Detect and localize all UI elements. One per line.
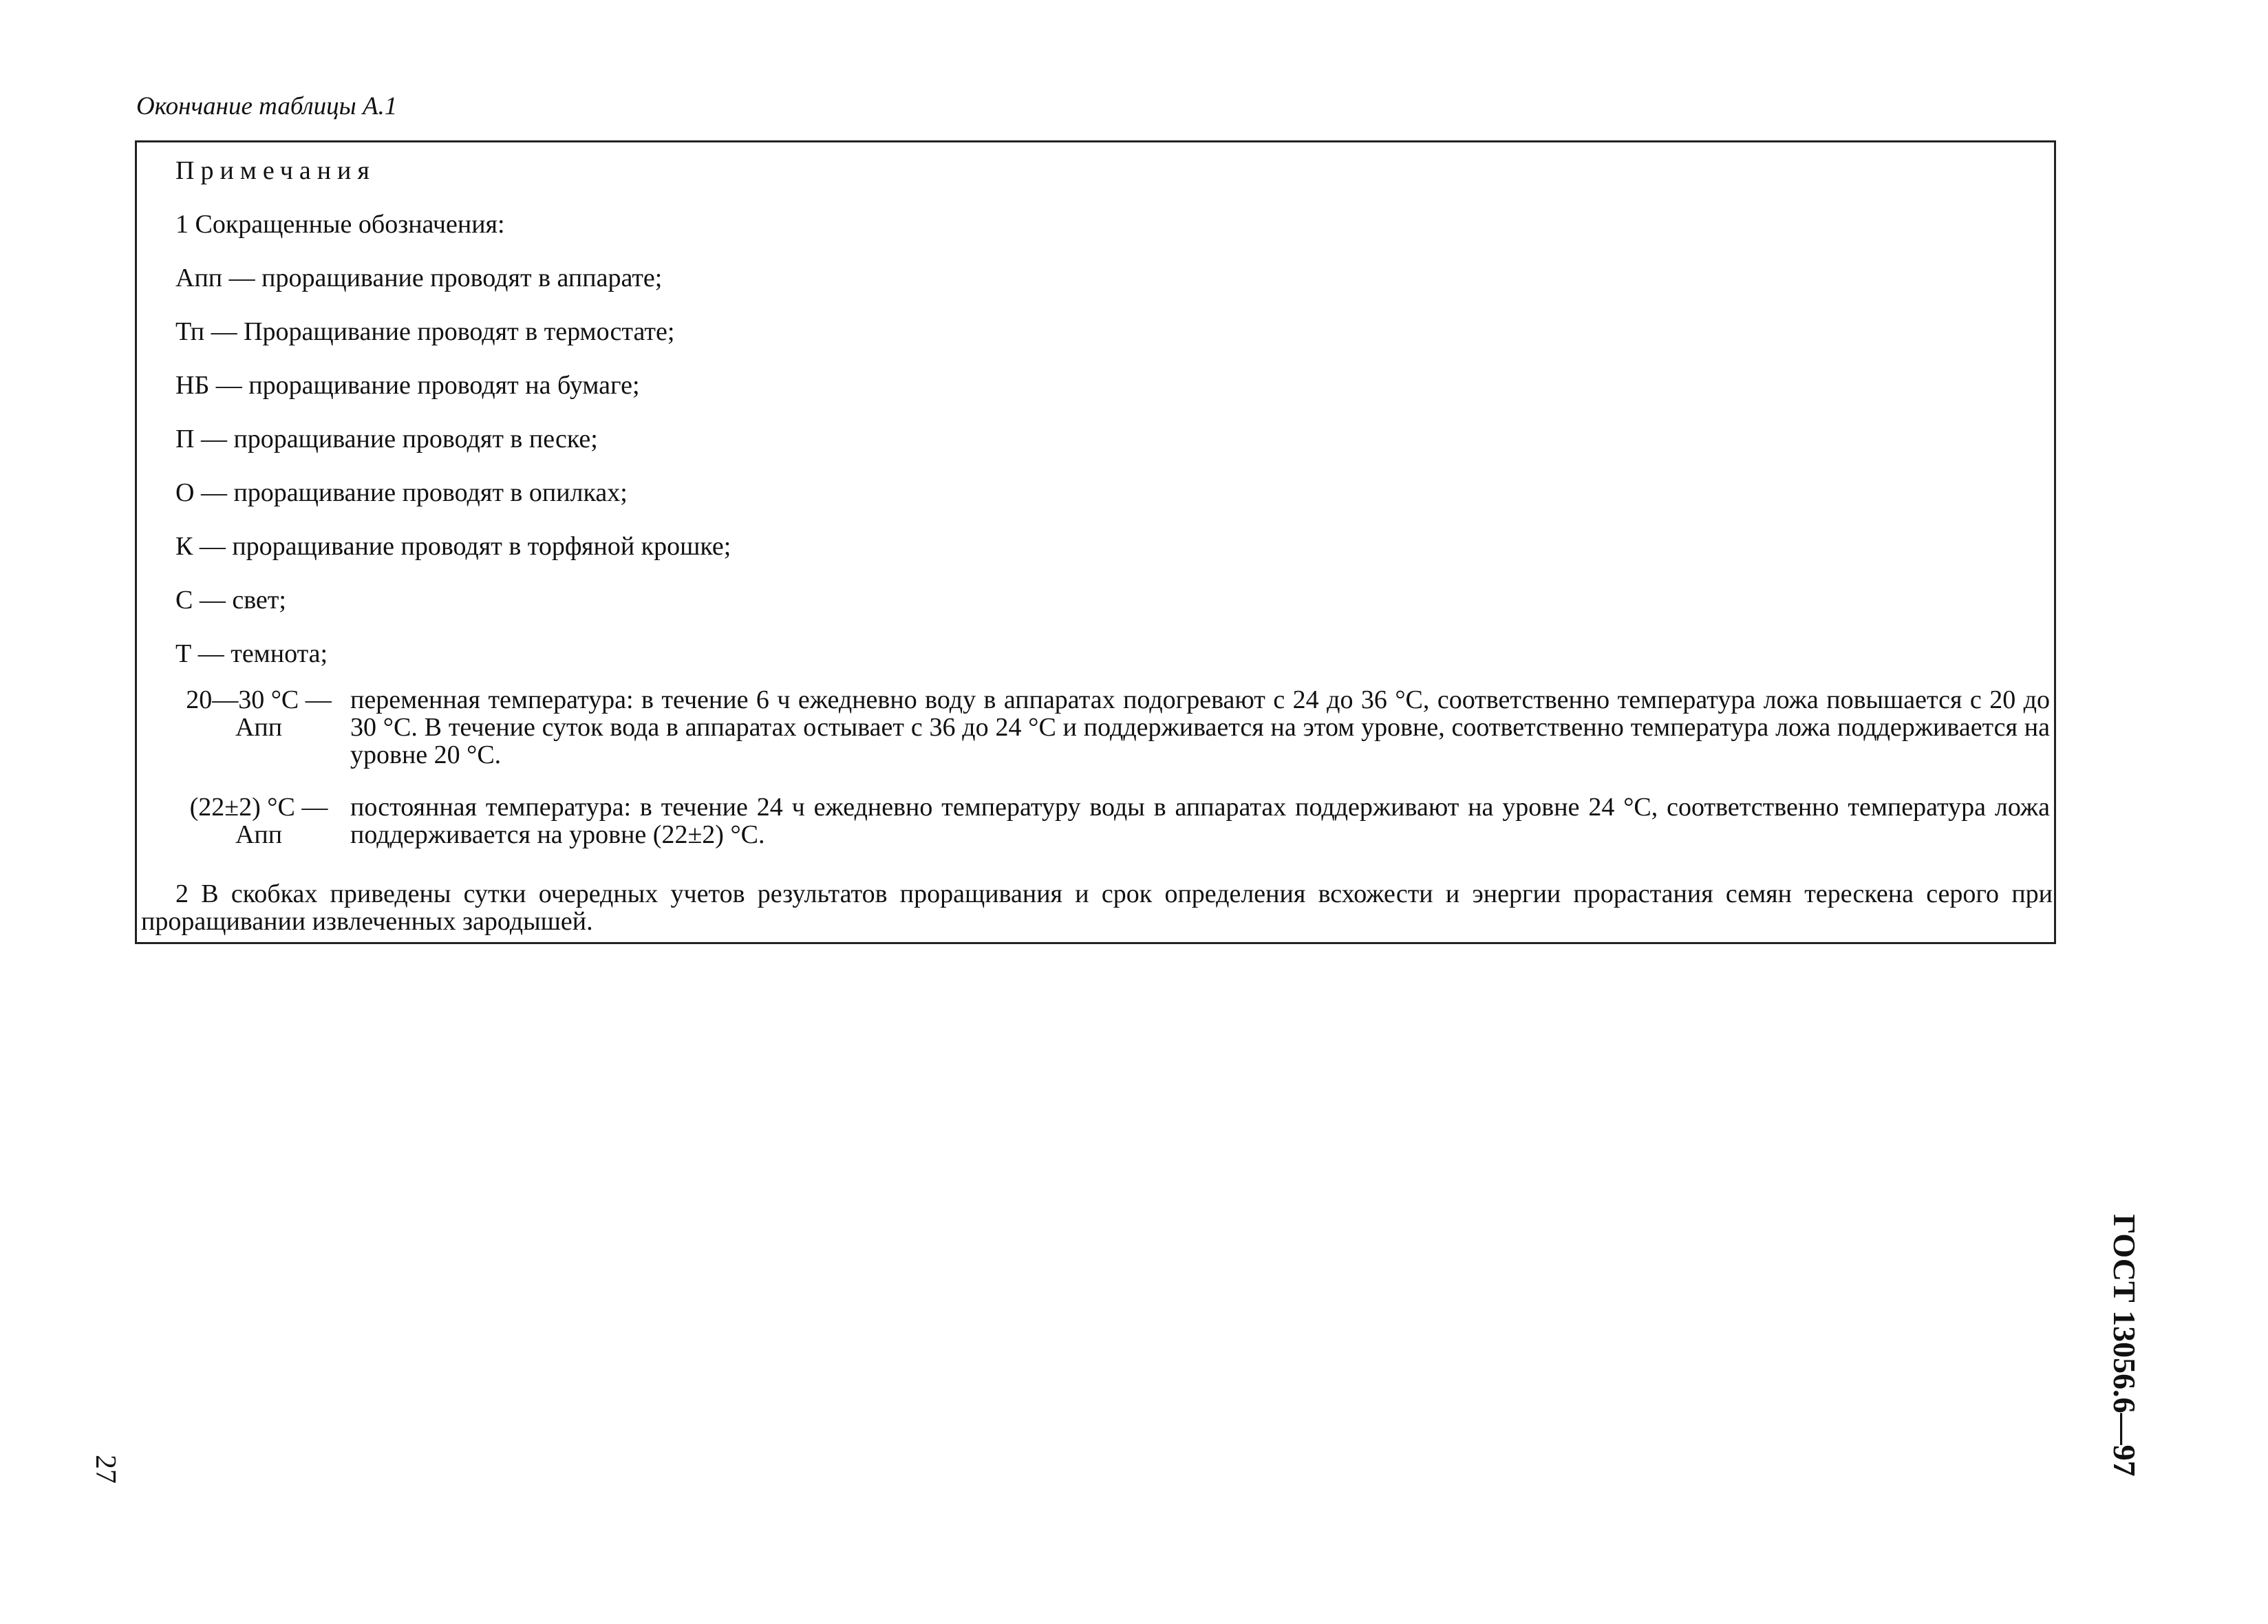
standard-code-text: ГОСТ 13056.6—97 [2107,1214,2142,1477]
abbreviation-o: О — проращивание проводят в опилках; [175,478,628,507]
abbreviation-t: Т — темнота; [175,639,328,668]
notes-intro: 1 Сокращенные обозначения: [175,210,505,239]
definition-text: постоянная температура: в течение 24 ч ежедневно температуру воды в аппаратах поддерживают на уровне 24 °С, соответственно температура ложа поддерживается на уровне (22±2) °С. [350,793,2050,849]
abbreviation-nb: НБ — проращивание проводят на бумаге; [175,371,640,400]
notes-box [135,140,2056,944]
abbreviation-tp: Тп — Проращивание проводят в термостате; [175,317,675,346]
page-number-text: 27 [89,1455,121,1484]
abbreviation-app: Апп — проращивание проводят в аппарате; [175,264,663,292]
definition-code-method: Апп [235,713,283,742]
abbreviation-p: П — проращивание проводят в песке; [175,425,598,453]
definition-text: переменная температура: в течение 6 ч ежедневно воду в аппаратах подогревают с 24 до 36 °С, соответственно температура ложа повышается с 20 до 30 °С. В течение суток вода в аппаратах остывает с 36 до 24 °С и поддерживается на этом уровне, соответственно температура ложа поддерживается на уровне 20 °С. [350,685,2050,769]
standard-code [2106,1214,2143,1477]
notes-heading: Примечания [175,156,376,185]
definition-code [180,686,338,741]
definition-code-range: (22±2) °С — [189,793,328,822]
table-continuation-caption: Окончание таблицы А.1 [136,92,398,120]
definition-code [180,793,338,848]
abbreviation-s: С — свет; [175,586,286,615]
note-two: 2 В скобках приведены сутки очередных учетов результатов проращивания и срок определения всхожести и энергии прорастания семян терескена серого при проращивании извлеченных зародышей. [141,879,2053,936]
definition-code-range: 20—30 °С — [186,685,332,714]
abbreviation-k: К — проращивание проводят в торфяной крошке; [175,532,731,561]
page-number [88,1445,122,1493]
definition-code-method: Апп [235,820,283,849]
